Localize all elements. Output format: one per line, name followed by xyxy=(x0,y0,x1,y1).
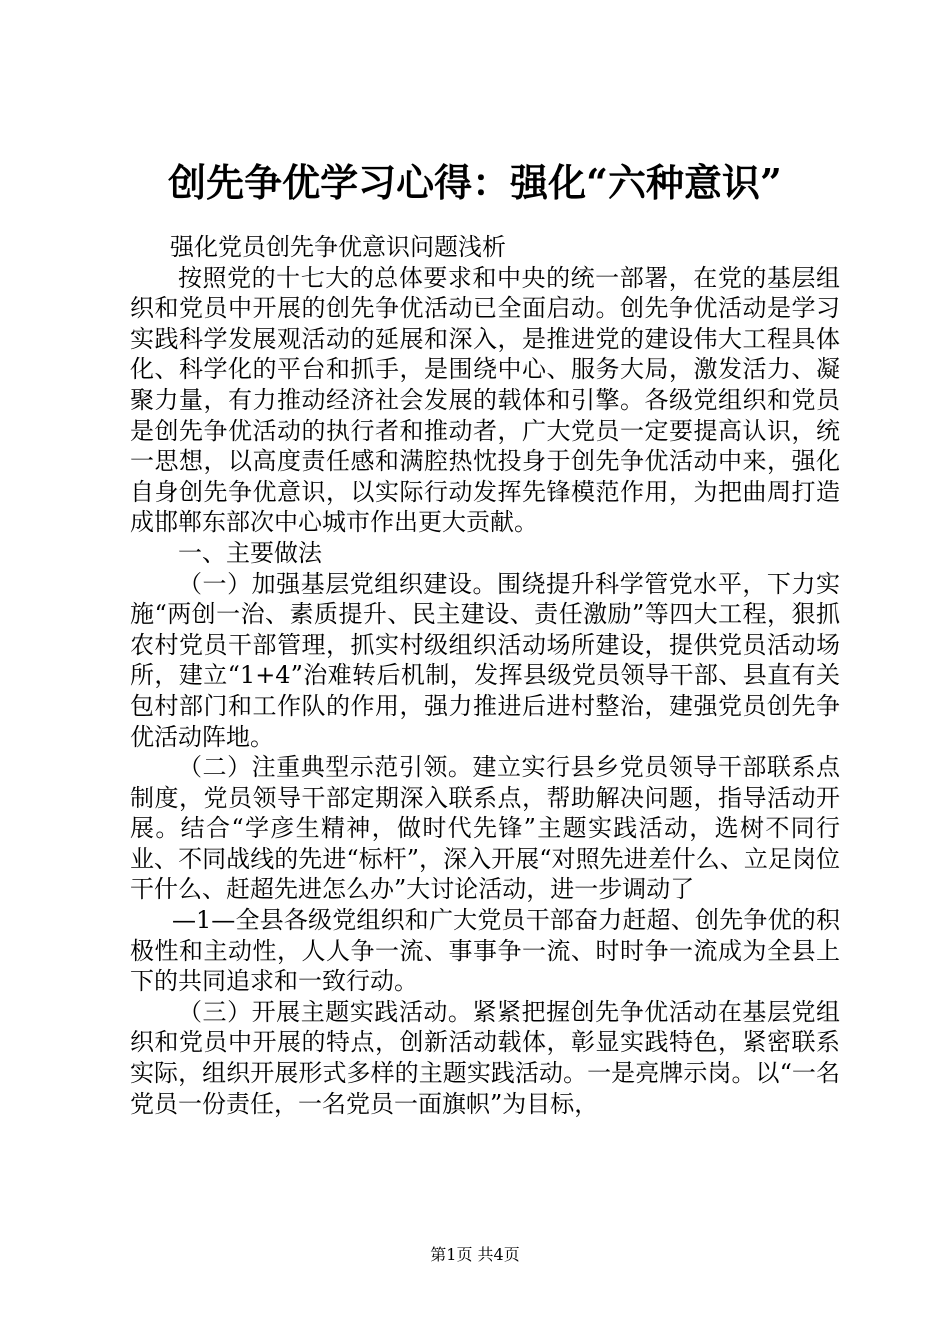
document-subtitle: 强化党员创先争优意识问题浅析 xyxy=(170,233,506,261)
document-title: 创先争优学习心得：强化“六种意识” xyxy=(168,160,782,205)
document-body xyxy=(130,232,840,1119)
page-footer: 第1页 共4页 xyxy=(430,1245,520,1264)
paragraph-continuation: —1—全县各级党组织和广大党员干部奋力赶超、创先争优的积极性和主动性，人人争一流、事事争一流、时时争一流成为全县上下的共同追求和一致行动。 xyxy=(130,906,840,996)
paragraph-point-three: （三）开展主题实践活动。紧紧把握创先争优活动在基层党组织和党员中开展的特点，创新活动载体，彰显实践特色，紧密联系实际，组织开展形式多样的主题实践活动。一是亮牌示岗。以“一名党员一份责任，一名党员一面旗帜”为目标， xyxy=(130,997,840,1118)
section-heading-main-practices: 一、主要做法 xyxy=(178,538,322,567)
paragraph-intro: 按照党的十七大的总体要求和中央的统一部署，在党的基层组织和党员中开展的创先争优活动已全面启动。创先争优活动是学习实践科学发展观活动的延展和深入，是推进党的建设伟大工程具体化、科学化的平台和抓手，是围绕中心、服务大局，激发活力、凝聚力量，有力推动经济社会发展的载体和引擎。各级党组织和党员是创先争优活动的执行者和推动者，广大党员一定要提高认识，统一思想，以高度责任感和满腔热忱投身于创先争优活动中来，强化自身创先争优意识，以实际行动发挥先锋模范作用，为把曲周打造成邯郸东部次中心城市作出更大贡献。 xyxy=(130,263,840,537)
paragraph-point-one: （一）加强基层党组织建设。围绕提升科学管党水平，下力实施“两创一治、素质提升、民主建设、责任激励”等四大工程，狠抓农村党员干部管理，抓实村级组织活动场所建设，提供党员活动场所，建立“1+4”治难转后机制，发挥县级党员领导干部、县直有关包村部门和工作队的作用，强力推进后进村整治，建强党员创先争优活动阵地。 xyxy=(130,569,840,751)
paragraph-point-two: （二）注重典型示范引领。建立实行县乡党员领导干部联系点制度，党员领导干部定期深入联系点，帮助解决问题，指导活动开展。结合“学彦生精神，做时代先锋”主题实践活动，选树不同行业、不同战线的先进“标杆”，深入开展“对照先进差什么、立足岗位干什么、赶超先进怎么办”大讨论活动，进一步调动了 xyxy=(130,753,840,904)
